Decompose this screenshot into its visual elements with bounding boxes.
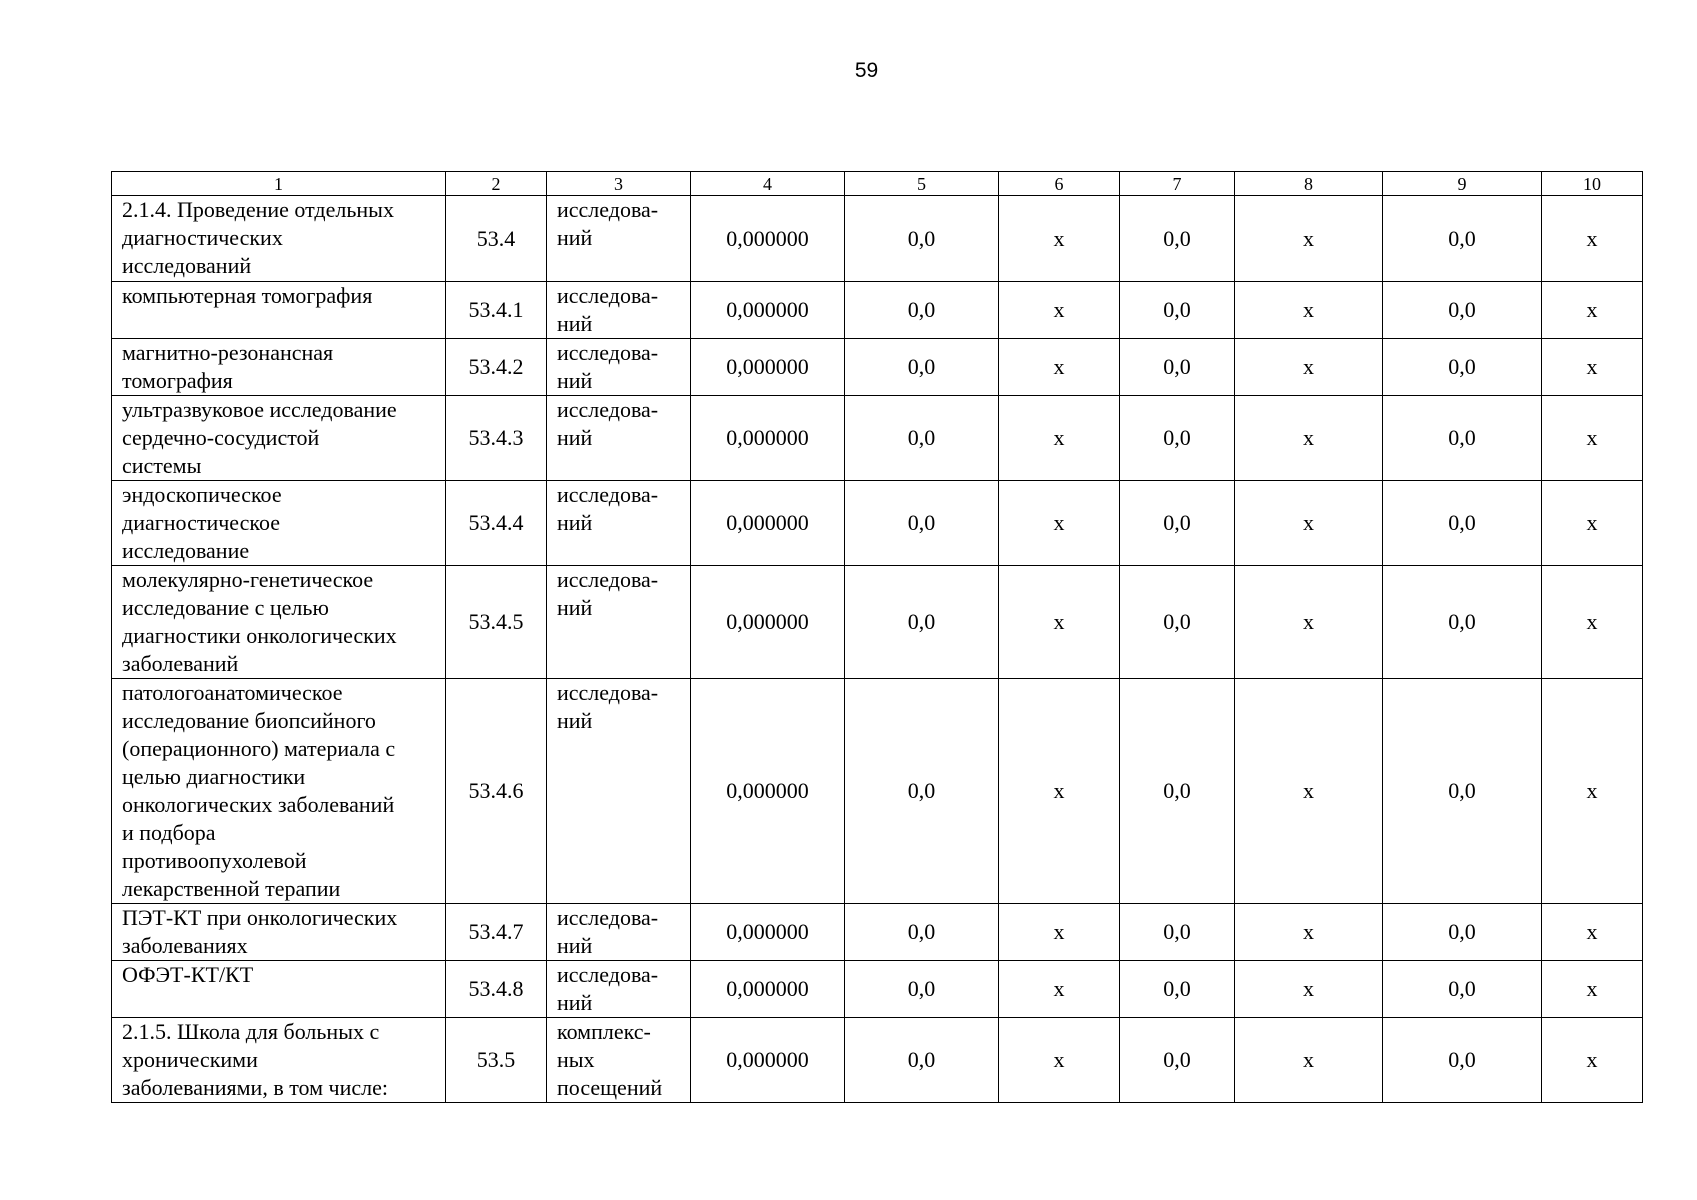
row-value-col10: х bbox=[1542, 481, 1643, 566]
row-unit: исследова- ний bbox=[547, 481, 691, 566]
row-value-col7: 0,0 bbox=[1120, 282, 1235, 339]
row-value-col9: 0,0 bbox=[1383, 396, 1542, 481]
row-code: 53.4.5 bbox=[446, 566, 547, 679]
column-number: 9 bbox=[1383, 172, 1542, 196]
row-value-col7: 0,0 bbox=[1120, 1018, 1235, 1103]
row-name: 2.1.4. Проведение отдельных диагностических исследований bbox=[112, 196, 446, 282]
row-unit: исследова- ний bbox=[547, 679, 691, 904]
row-value-col8: х bbox=[1235, 679, 1383, 904]
row-value-col9: 0,0 bbox=[1383, 904, 1542, 961]
row-value-col9: 0,0 bbox=[1383, 282, 1542, 339]
row-code: 53.4.1 bbox=[446, 282, 547, 339]
row-value-col7: 0,0 bbox=[1120, 339, 1235, 396]
row-code: 53.4.3 bbox=[446, 396, 547, 481]
row-value-col4: 0,000000 bbox=[691, 339, 845, 396]
row-value-col8: х bbox=[1235, 1018, 1383, 1103]
row-value-col9: 0,0 bbox=[1383, 481, 1542, 566]
table-row bbox=[112, 396, 1643, 481]
table-row bbox=[112, 1018, 1643, 1103]
row-value-col4: 0,000000 bbox=[691, 1018, 845, 1103]
row-value-col8: х bbox=[1235, 566, 1383, 679]
row-value-col5: 0,0 bbox=[845, 339, 999, 396]
column-number: 5 bbox=[845, 172, 999, 196]
row-value-col9: 0,0 bbox=[1383, 196, 1542, 282]
row-value-col8: х bbox=[1235, 282, 1383, 339]
table-row bbox=[112, 566, 1643, 679]
table-row bbox=[112, 679, 1643, 904]
row-code: 53.4.8 bbox=[446, 961, 547, 1018]
row-unit: исследова- ний bbox=[547, 396, 691, 481]
row-unit: исследова- ний bbox=[547, 282, 691, 339]
row-unit: исследова- ний bbox=[547, 566, 691, 679]
column-number: 7 bbox=[1120, 172, 1235, 196]
row-name: молекулярно-генетическое исследование с целью диагностики онкологических заболеваний bbox=[112, 566, 446, 679]
column-number: 3 bbox=[547, 172, 691, 196]
row-value-col6: х bbox=[999, 679, 1120, 904]
row-value-col4: 0,000000 bbox=[691, 481, 845, 566]
column-number: 8 bbox=[1235, 172, 1383, 196]
row-value-col5: 0,0 bbox=[845, 481, 999, 566]
row-value-col10: х bbox=[1542, 566, 1643, 679]
row-value-col6: х bbox=[999, 282, 1120, 339]
row-name: ультразвуковое исследование сердечно-сосудистой системы bbox=[112, 396, 446, 481]
row-name: патологоанатомическое исследование биопсийного (операционного) материала с целью диагностики онкологических заболеваний и подбора противоопухолевой лекарственной терапии bbox=[112, 679, 446, 904]
row-value-col5: 0,0 bbox=[845, 904, 999, 961]
row-value-col7: 0,0 bbox=[1120, 679, 1235, 904]
row-value-col6: х bbox=[999, 196, 1120, 282]
row-value-col4: 0,000000 bbox=[691, 904, 845, 961]
row-value-col6: х bbox=[999, 1018, 1120, 1103]
row-value-col7: 0,0 bbox=[1120, 961, 1235, 1018]
row-value-col9: 0,0 bbox=[1383, 679, 1542, 904]
page-number: 59 bbox=[854, 59, 879, 82]
row-value-col10: х bbox=[1542, 1018, 1643, 1103]
row-value-col9: 0,0 bbox=[1383, 566, 1542, 679]
row-value-col4: 0,000000 bbox=[691, 396, 845, 481]
row-value-col4: 0,000000 bbox=[691, 282, 845, 339]
table-row bbox=[112, 282, 1643, 339]
row-name: ПЭТ-КТ при онкологических заболеваниях bbox=[112, 904, 446, 961]
row-name: ОФЭТ-КТ/КТ bbox=[112, 961, 446, 1018]
row-code: 53.4.7 bbox=[446, 904, 547, 961]
row-value-col7: 0,0 bbox=[1120, 396, 1235, 481]
row-value-col10: х bbox=[1542, 396, 1643, 481]
row-unit: комплекс- ных посещений bbox=[547, 1018, 691, 1103]
row-value-col5: 0,0 bbox=[845, 961, 999, 1018]
row-value-col10: х bbox=[1542, 196, 1643, 282]
row-value-col7: 0,0 bbox=[1120, 196, 1235, 282]
data-table bbox=[111, 171, 1643, 1103]
row-value-col8: х bbox=[1235, 396, 1383, 481]
row-value-col4: 0,000000 bbox=[691, 961, 845, 1018]
row-value-col5: 0,0 bbox=[845, 1018, 999, 1103]
row-value-col4: 0,000000 bbox=[691, 679, 845, 904]
row-unit: исследова- ний bbox=[547, 904, 691, 961]
row-value-col6: х bbox=[999, 961, 1120, 1018]
row-value-col9: 0,0 bbox=[1383, 339, 1542, 396]
row-value-col8: х bbox=[1235, 196, 1383, 282]
row-value-col7: 0,0 bbox=[1120, 904, 1235, 961]
row-code: 53.4.4 bbox=[446, 481, 547, 566]
row-value-col4: 0,000000 bbox=[691, 566, 845, 679]
row-value-col6: х bbox=[999, 566, 1120, 679]
row-value-col9: 0,0 bbox=[1383, 961, 1542, 1018]
row-code: 53.4 bbox=[446, 196, 547, 282]
row-value-col5: 0,0 bbox=[845, 566, 999, 679]
row-value-col5: 0,0 bbox=[845, 282, 999, 339]
column-number: 1 bbox=[112, 172, 446, 196]
table-row bbox=[112, 904, 1643, 961]
table-row bbox=[112, 196, 1643, 282]
row-value-col10: х bbox=[1542, 904, 1643, 961]
table-row bbox=[112, 481, 1643, 566]
table-row bbox=[112, 961, 1643, 1018]
row-value-col10: х bbox=[1542, 679, 1643, 904]
row-value-col8: х bbox=[1235, 339, 1383, 396]
row-name: 2.1.5. Школа для больных с хроническими заболеваниями, в том числе: bbox=[112, 1018, 446, 1103]
row-value-col6: х bbox=[999, 396, 1120, 481]
row-value-col5: 0,0 bbox=[845, 679, 999, 904]
row-code: 53.4.6 bbox=[446, 679, 547, 904]
row-value-col10: х bbox=[1542, 961, 1643, 1018]
row-name: магнитно-резонансная томография bbox=[112, 339, 446, 396]
row-name: эндоскопическое диагностическое исследование bbox=[112, 481, 446, 566]
row-unit: исследова- ний bbox=[547, 339, 691, 396]
row-unit: исследова- ний bbox=[547, 961, 691, 1018]
row-value-col4: 0,000000 bbox=[691, 196, 845, 282]
row-value-col6: х bbox=[999, 904, 1120, 961]
row-value-col5: 0,0 bbox=[845, 196, 999, 282]
column-number: 4 bbox=[691, 172, 845, 196]
row-value-col6: х bbox=[999, 481, 1120, 566]
row-value-col8: х bbox=[1235, 961, 1383, 1018]
row-value-col10: х bbox=[1542, 282, 1643, 339]
column-number: 2 bbox=[446, 172, 547, 196]
row-value-col7: 0,0 bbox=[1120, 481, 1235, 566]
row-value-col8: х bbox=[1235, 904, 1383, 961]
table-row bbox=[112, 339, 1643, 396]
row-code: 53.4.2 bbox=[446, 339, 547, 396]
row-value-col5: 0,0 bbox=[845, 396, 999, 481]
row-code: 53.5 bbox=[446, 1018, 547, 1103]
row-value-col8: х bbox=[1235, 481, 1383, 566]
row-value-col10: х bbox=[1542, 339, 1643, 396]
column-number-row bbox=[112, 172, 1643, 196]
row-name: компьютерная томография bbox=[112, 282, 446, 339]
row-value-col7: 0,0 bbox=[1120, 566, 1235, 679]
column-number: 6 bbox=[999, 172, 1120, 196]
row-value-col6: х bbox=[999, 339, 1120, 396]
row-value-col9: 0,0 bbox=[1383, 1018, 1542, 1103]
row-unit: исследова- ний bbox=[547, 196, 691, 282]
column-number: 10 bbox=[1542, 172, 1643, 196]
